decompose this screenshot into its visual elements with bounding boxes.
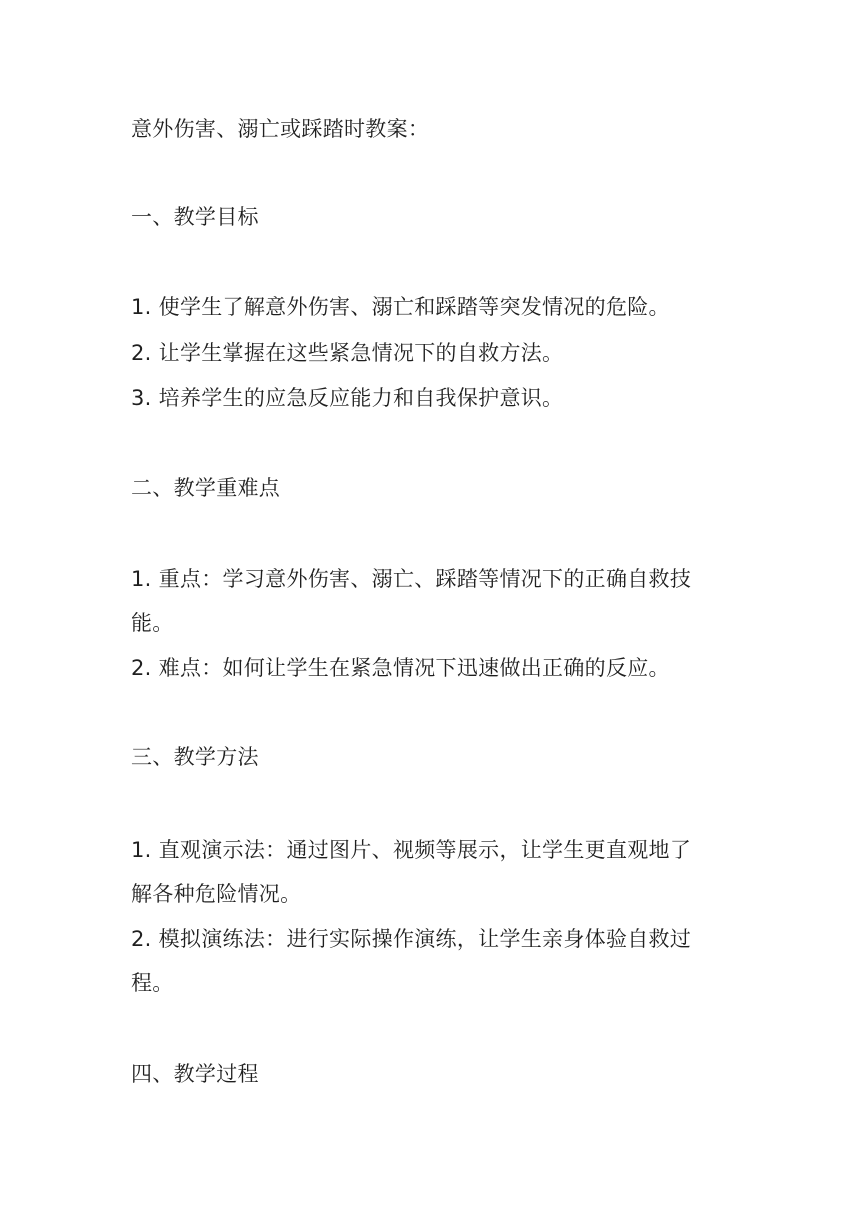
list-item-number: 1.: [131, 295, 152, 319]
list-item-text: 直观演示法：通过图片、视频等展示，让学生更直观地了: [158, 838, 692, 862]
document-title: 意外伤害、溺亡或踩踏时教案：: [131, 117, 430, 141]
list-item: [131, 645, 731, 691]
list-item-text: 培养学生的应急反应能力和自我保护意识。: [158, 386, 564, 410]
list-item: [131, 916, 731, 962]
list-item-number: 1.: [131, 567, 152, 591]
section-heading-objectives: 一、教学目标: [131, 205, 259, 229]
list-item-text: 使学生了解意外伤害、溺亡和踩踏等突发情况的危险。: [158, 295, 670, 319]
list-item-number: 1.: [131, 838, 152, 862]
list-item-text: 让学生掌握在这些紧急情况下的自救方法。: [158, 341, 564, 365]
list-item-continuation: 程。: [131, 971, 174, 995]
list-item-number: 2.: [131, 927, 152, 951]
list-item-number: 2.: [131, 341, 152, 365]
list-item: [131, 375, 731, 421]
list-item-text: 重点：学习意外伤害、溺亡、踩踏等情况下的正确自救技: [158, 567, 692, 591]
list-item-text: 难点：如何让学生在紧急情况下迅速做出正确的反应。: [158, 656, 670, 680]
list-item: [131, 556, 731, 602]
list-item-number: 3.: [131, 386, 152, 410]
list-item: [131, 330, 731, 376]
list-item-text: 模拟演练法：进行实际操作演练，让学生亲身体验自救过: [158, 927, 692, 951]
list-item-continuation: 解各种危险情况。: [131, 882, 302, 906]
list-item: [131, 284, 731, 330]
list-item-continuation: 能。: [131, 611, 174, 635]
section-heading-process: 四、教学过程: [131, 1062, 259, 1086]
list-item-number: 2.: [131, 656, 152, 680]
list-item: [131, 827, 731, 873]
section-heading-key-points: 二、教学重难点: [131, 476, 281, 500]
section-heading-methods: 三、教学方法: [131, 745, 259, 769]
